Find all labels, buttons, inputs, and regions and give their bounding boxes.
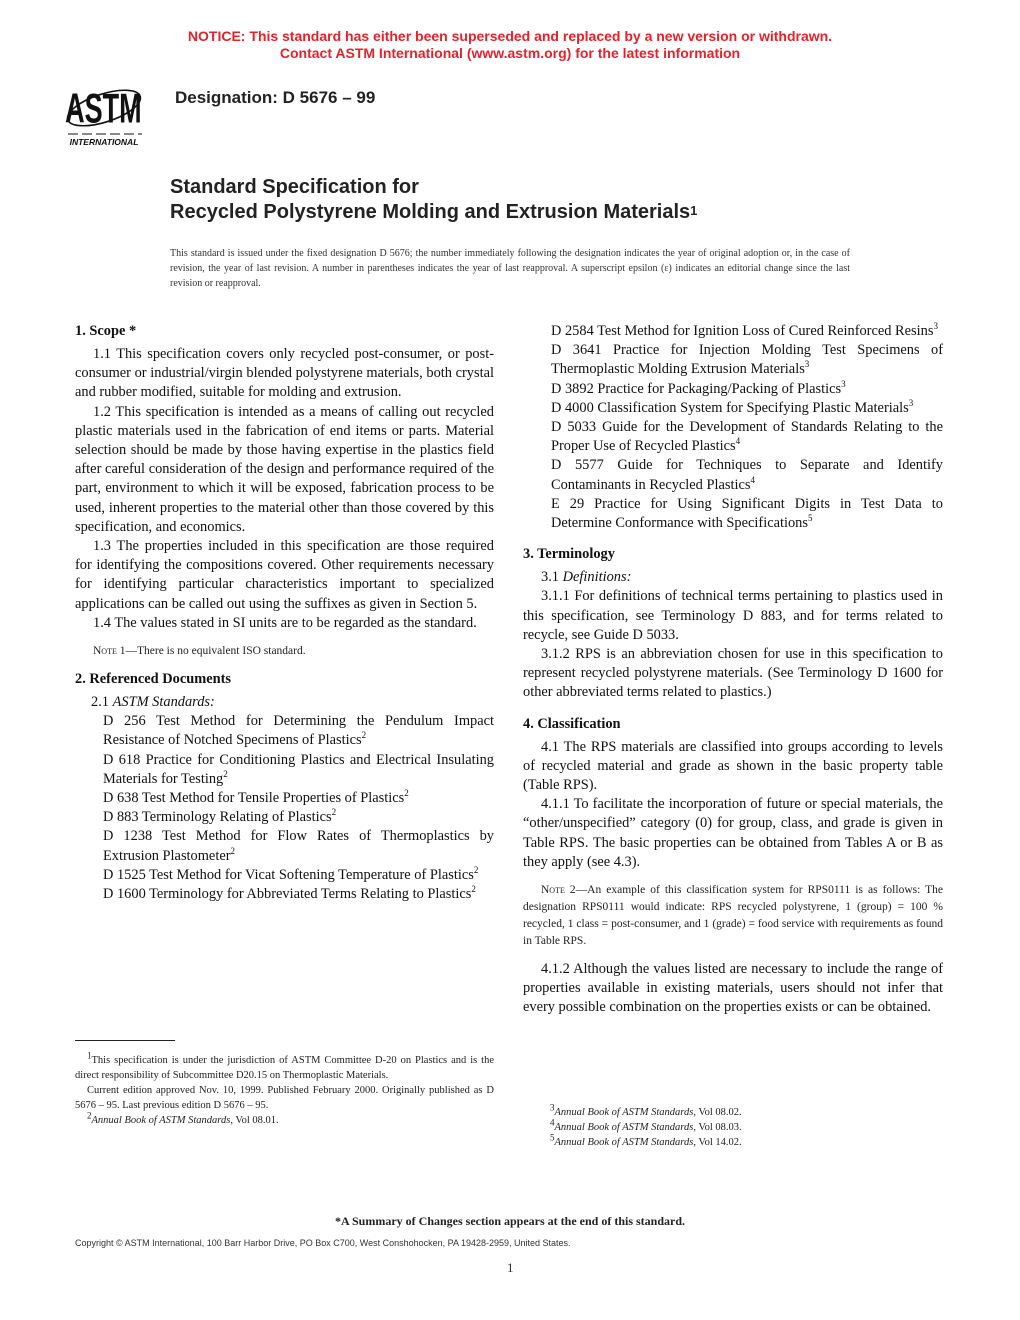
paragraph-1-4: 1.4 The values stated in SI units are to be regarded as the standard. xyxy=(93,614,477,631)
footnote-5: $^5$Annual Book of ASTM Standards, Vol 14.02. xyxy=(550,1132,742,1148)
title-line-2: Recycled Polystyrene Molding and Extrusion Materials$^1$ xyxy=(170,201,698,223)
footnote-3: $^3$Annual Book of ASTM Standards, Vol 08.02. xyxy=(550,1102,742,1118)
reference-item[interactable]: D 1238 Test Method for Flow Rates of Thermoplastics by Extrusion Plastometer$^2$ xyxy=(103,828,494,864)
notice-line-2: Contact ASTM International (www.astm.org) for the latest information xyxy=(279,45,741,61)
paragraph-1-3: 1.3 The properties included in this specification are those required for identifying the compositions covered. Other requirements necessary for identifying particular characteristics important to specialized applications can be called out using the suffixes as given in Section 5. xyxy=(75,538,494,612)
summary-of-changes-note: *A Summary of Changes section appears at the end of this standard. xyxy=(334,1214,686,1228)
section-heading-referenced-documents: 2. Referenced Documents xyxy=(75,671,231,688)
reference-item[interactable]: D 4000 Classification System for Specifying Plastic Materials$^3$ xyxy=(551,398,914,416)
note-1: Note 1—There is no equivalent ISO standard. xyxy=(93,645,306,658)
paragraph-3-1-1: 3.1.1 For definitions of technical terms pertaining to plastics used in this specification, see Terminology D 883, and for terms related to recycle, see Guide D 5033. xyxy=(523,588,943,643)
svg-text:ASTM: ASTM xyxy=(65,85,142,132)
subsection-definitions: 3.1 Definitions: xyxy=(541,569,632,586)
withdrawn-notice xyxy=(0,28,1020,62)
paragraph-4-1-1: 4.1.1 To facilitate the incorporation of future or special materials, the “other/unspecified” category (0) for group, class, and grade is given in Table RPS. The basic properties can be obtained from Tables A or B as they apply (see 4.3). xyxy=(523,796,943,870)
title-footnote-mark[interactable]: 1 xyxy=(690,203,698,218)
reference-item[interactable]: D 1525 Test Method for Vicat Softening Temperature of Plastics$^2$ xyxy=(103,865,479,883)
reference-item[interactable]: D 618 Practice for Conditioning Plastics and Electrical Insulating Materials for Testing$^2$ xyxy=(103,751,494,787)
footnote-2: $^2$Annual Book of ASTM Standards, Vol 08.01. xyxy=(87,1110,279,1126)
footnote-1: $^1$This specification is under the jurisdiction of ASTM Committee D-20 on Plastics and is the direct responsibility of Subcommittee D20.15 on Thermoplastic Materials. xyxy=(75,1050,494,1081)
subsection-astm-standards: 2.1 ASTM Standards: xyxy=(91,694,215,711)
paragraph-3-1-2: 3.1.2 RPS is an abbreviation chosen for use in this specification to represent recycled polystyrene materials. (See Terminology D 1600 for other abbreviated terms related to plastics.) xyxy=(523,646,943,701)
note-2: Note 2—An example of this classification system for RPS0111 is as follows: The designation RPS0111 would indicate: RPS recycled polystyrene, 1 (group) = 100 % recycled, 1 class = post-consumer, and 1 (grade) = food service with requirements as found in Table RPS. xyxy=(523,884,943,948)
reference-item[interactable]: D 883 Terminology Relating of Plastics$^2$ xyxy=(103,807,337,826)
page-number: 1 xyxy=(507,1260,514,1275)
svg-text:INTERNATIONAL: INTERNATIONAL xyxy=(69,137,139,147)
document-title xyxy=(170,175,697,225)
footnote-divider xyxy=(75,1040,175,1041)
reference-item[interactable]: D 3641 Practice for Injection Molding Test Specimens of Thermoplastic Molding Extrusion Materials$^3$ xyxy=(551,342,943,378)
footnote-4: $^4$Annual Book of ASTM Standards, Vol 08.03. xyxy=(550,1117,742,1133)
left-column xyxy=(75,322,494,904)
footnotes-left xyxy=(75,1040,494,1128)
paragraph-1-2: 1.2 This specification is intended as a means of calling out recycled plastic materials used in the fabrication of end items or parts. Material selection should be made by those having expertise in the plastics field after careful consideration of the design and performance required of the part, environment to which it will be exposed, fabrication process to be used, inherent properties to the material other than those covered by this specification, and economics. xyxy=(75,403,494,535)
notice-line-1: NOTICE: This standard has either been superseded and replaced by a new version or withdrawn. xyxy=(187,28,833,44)
footnotes-right xyxy=(538,1102,938,1150)
reference-item[interactable]: D 256 Test Method for Determining the Pendulum Impact Resistance of Notched Specimens of Plastics$^2$ xyxy=(103,713,494,749)
reference-item[interactable]: D 3892 Practice for Packaging/Packing of Plastics$^3$ xyxy=(551,378,846,397)
paragraph-1-1: 1.1 This specification covers only recycled post-consumer, or post-consumer or industrial/virgin blended polystyrene materials, both crystal and rubber modified, suitable for molding and extrusion. xyxy=(75,346,494,401)
copyright: Copyright © ASTM International, 100 Barr Harbor Drive, PO Box C700, West Conshohocken, PA 19428-2959, United States. xyxy=(75,1238,571,1248)
reference-item[interactable]: D 2584 Test Method for Ignition Loss of Cured Reinforced Resins$^3$ xyxy=(551,321,938,339)
footnote-1-edition: Current edition approved Nov. 10, 1999. Published February 2000. Originally published as D 5676 – 95. Last previous edition D 5676 – 95. xyxy=(75,1085,494,1111)
paragraph-4-1-2: 4.1.2 Although the values listed are necessary to include the range of properties available in existing materials, users should not infer that every possible combination on the properties exists or can be obtained. xyxy=(523,961,943,1016)
section-heading-terminology: 3. Terminology xyxy=(523,546,615,563)
paragraph-4-1: 4.1 The RPS materials are classified into groups according to levels of recycled material and grade as shown in the basic property table (Table RPS). xyxy=(523,738,943,794)
astm-logo-icon xyxy=(62,72,162,148)
astm-logo xyxy=(62,72,162,148)
issuance-note: This standard is issued under the fixed designation D 5676; the number immediately following the designation indicates the year of original adoption or, in the case of revision, the year of last revision. A number in parentheses indicates the year of last reapproval. A superscript epsilon (ε) indicates an editorial change since the last revision or reapproval. xyxy=(170,248,850,289)
right-column xyxy=(523,322,943,1018)
reference-item[interactable]: E 29 Practice for Using Significant Digits in Test Data to Determine Conformance with Specifications$^5$ xyxy=(551,495,943,532)
reference-item[interactable]: D 5033 Guide for the Development of Standards Relating to the Proper Use of Recycled Plastics$^4$ xyxy=(551,419,943,455)
reference-item[interactable]: D 1600 Terminology for Abbreviated Terms Relating to Plastics$^2$ xyxy=(103,884,476,903)
designation: Designation: D 5676 – 99 xyxy=(175,88,376,107)
reference-item[interactable]: D 638 Test Method for Tensile Properties of Plastics$^2$ xyxy=(103,788,409,807)
section-heading-scope: 1. Scope * xyxy=(75,323,137,339)
reference-item[interactable]: D 5577 Guide for Techniques to Separate and Identify Contaminants in Recycled Plastics$^4$ xyxy=(551,457,943,493)
title-line-1: Standard Specification for xyxy=(170,176,419,198)
section-heading-classification: 4. Classification xyxy=(523,715,621,732)
